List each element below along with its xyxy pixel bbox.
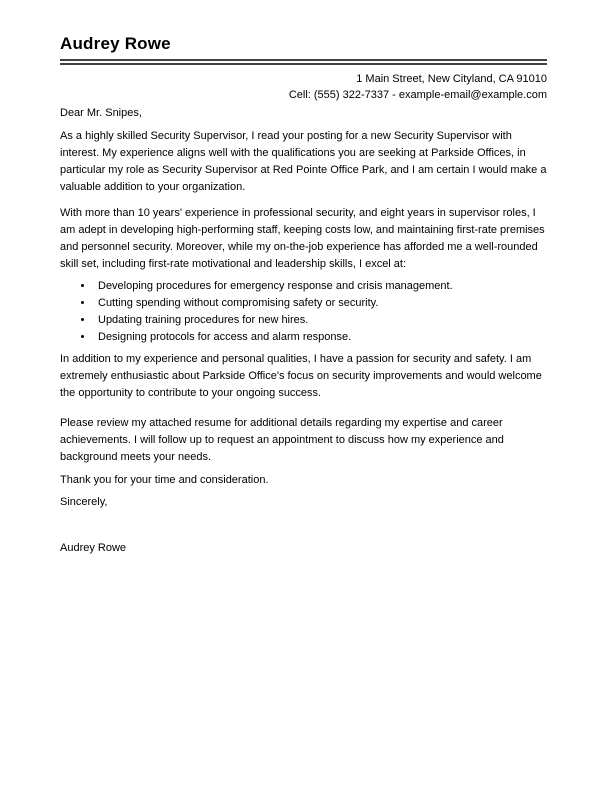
list-item: • Updating training procedures for new hires. bbox=[94, 312, 547, 329]
paragraph-passion: In addition to my experience and personal qualities, I have a passion for security and safety. I am extremely enthusiastic about Parkside Office's focus on security improvements and would welcome the opportunity to contribute to your ongoing success. bbox=[60, 353, 542, 399]
address-line: 1 Main Street, New Cityland, CA 91010 bbox=[356, 73, 547, 85]
list-item: • Designing protocols for access and alarm response. bbox=[94, 329, 547, 346]
sender-name-heading: Audrey Rowe bbox=[60, 34, 171, 53]
contact-block bbox=[60, 71, 547, 103]
list-item: • Developing procedures for emergency response and crisis management. bbox=[94, 278, 547, 295]
skills-bullet-list bbox=[60, 278, 547, 346]
paragraph-follow-up: Please review my attached resume for additional details regarding my expertise and career achievements. I will follow up to request an appointment to discuss how my experience and background meets your needs. bbox=[60, 417, 504, 463]
salutation: Dear Mr. Snipes, bbox=[60, 107, 142, 119]
paragraph-experience: With more than 10 years' experience in professional security, and eight years in supervisor roles, I am adept in developing high-performing staff, keeping costs low, and maintaining first-rate premises and personnel security. Moreover, while my on-the-job experience has afforded me a well-rounded skill set, including first-rate motivational and leadership skills, I excel at: bbox=[60, 207, 545, 270]
thanks-line: Thank you for your time and consideration. bbox=[60, 474, 269, 486]
closing-line: Sincerely, bbox=[60, 496, 108, 508]
list-item: • Cutting spending without compromising safety or security. bbox=[94, 295, 547, 312]
paragraph-introduction: As a highly skilled Security Supervisor, I read your posting for a new Security Supervisor with interest. My experience aligns well with the qualifications you are seeking at Parkside Offices, in particular my role as Security Supervisor at Red Pointe Office Park, and I am certain I would make a valuable addition to your organization. bbox=[60, 130, 547, 193]
contact-line: Cell: (555) 322-7337 - example-email@example.com bbox=[288, 89, 547, 101]
header-double-rule bbox=[60, 59, 547, 65]
signature-name: Audrey Rowe bbox=[60, 542, 127, 554]
